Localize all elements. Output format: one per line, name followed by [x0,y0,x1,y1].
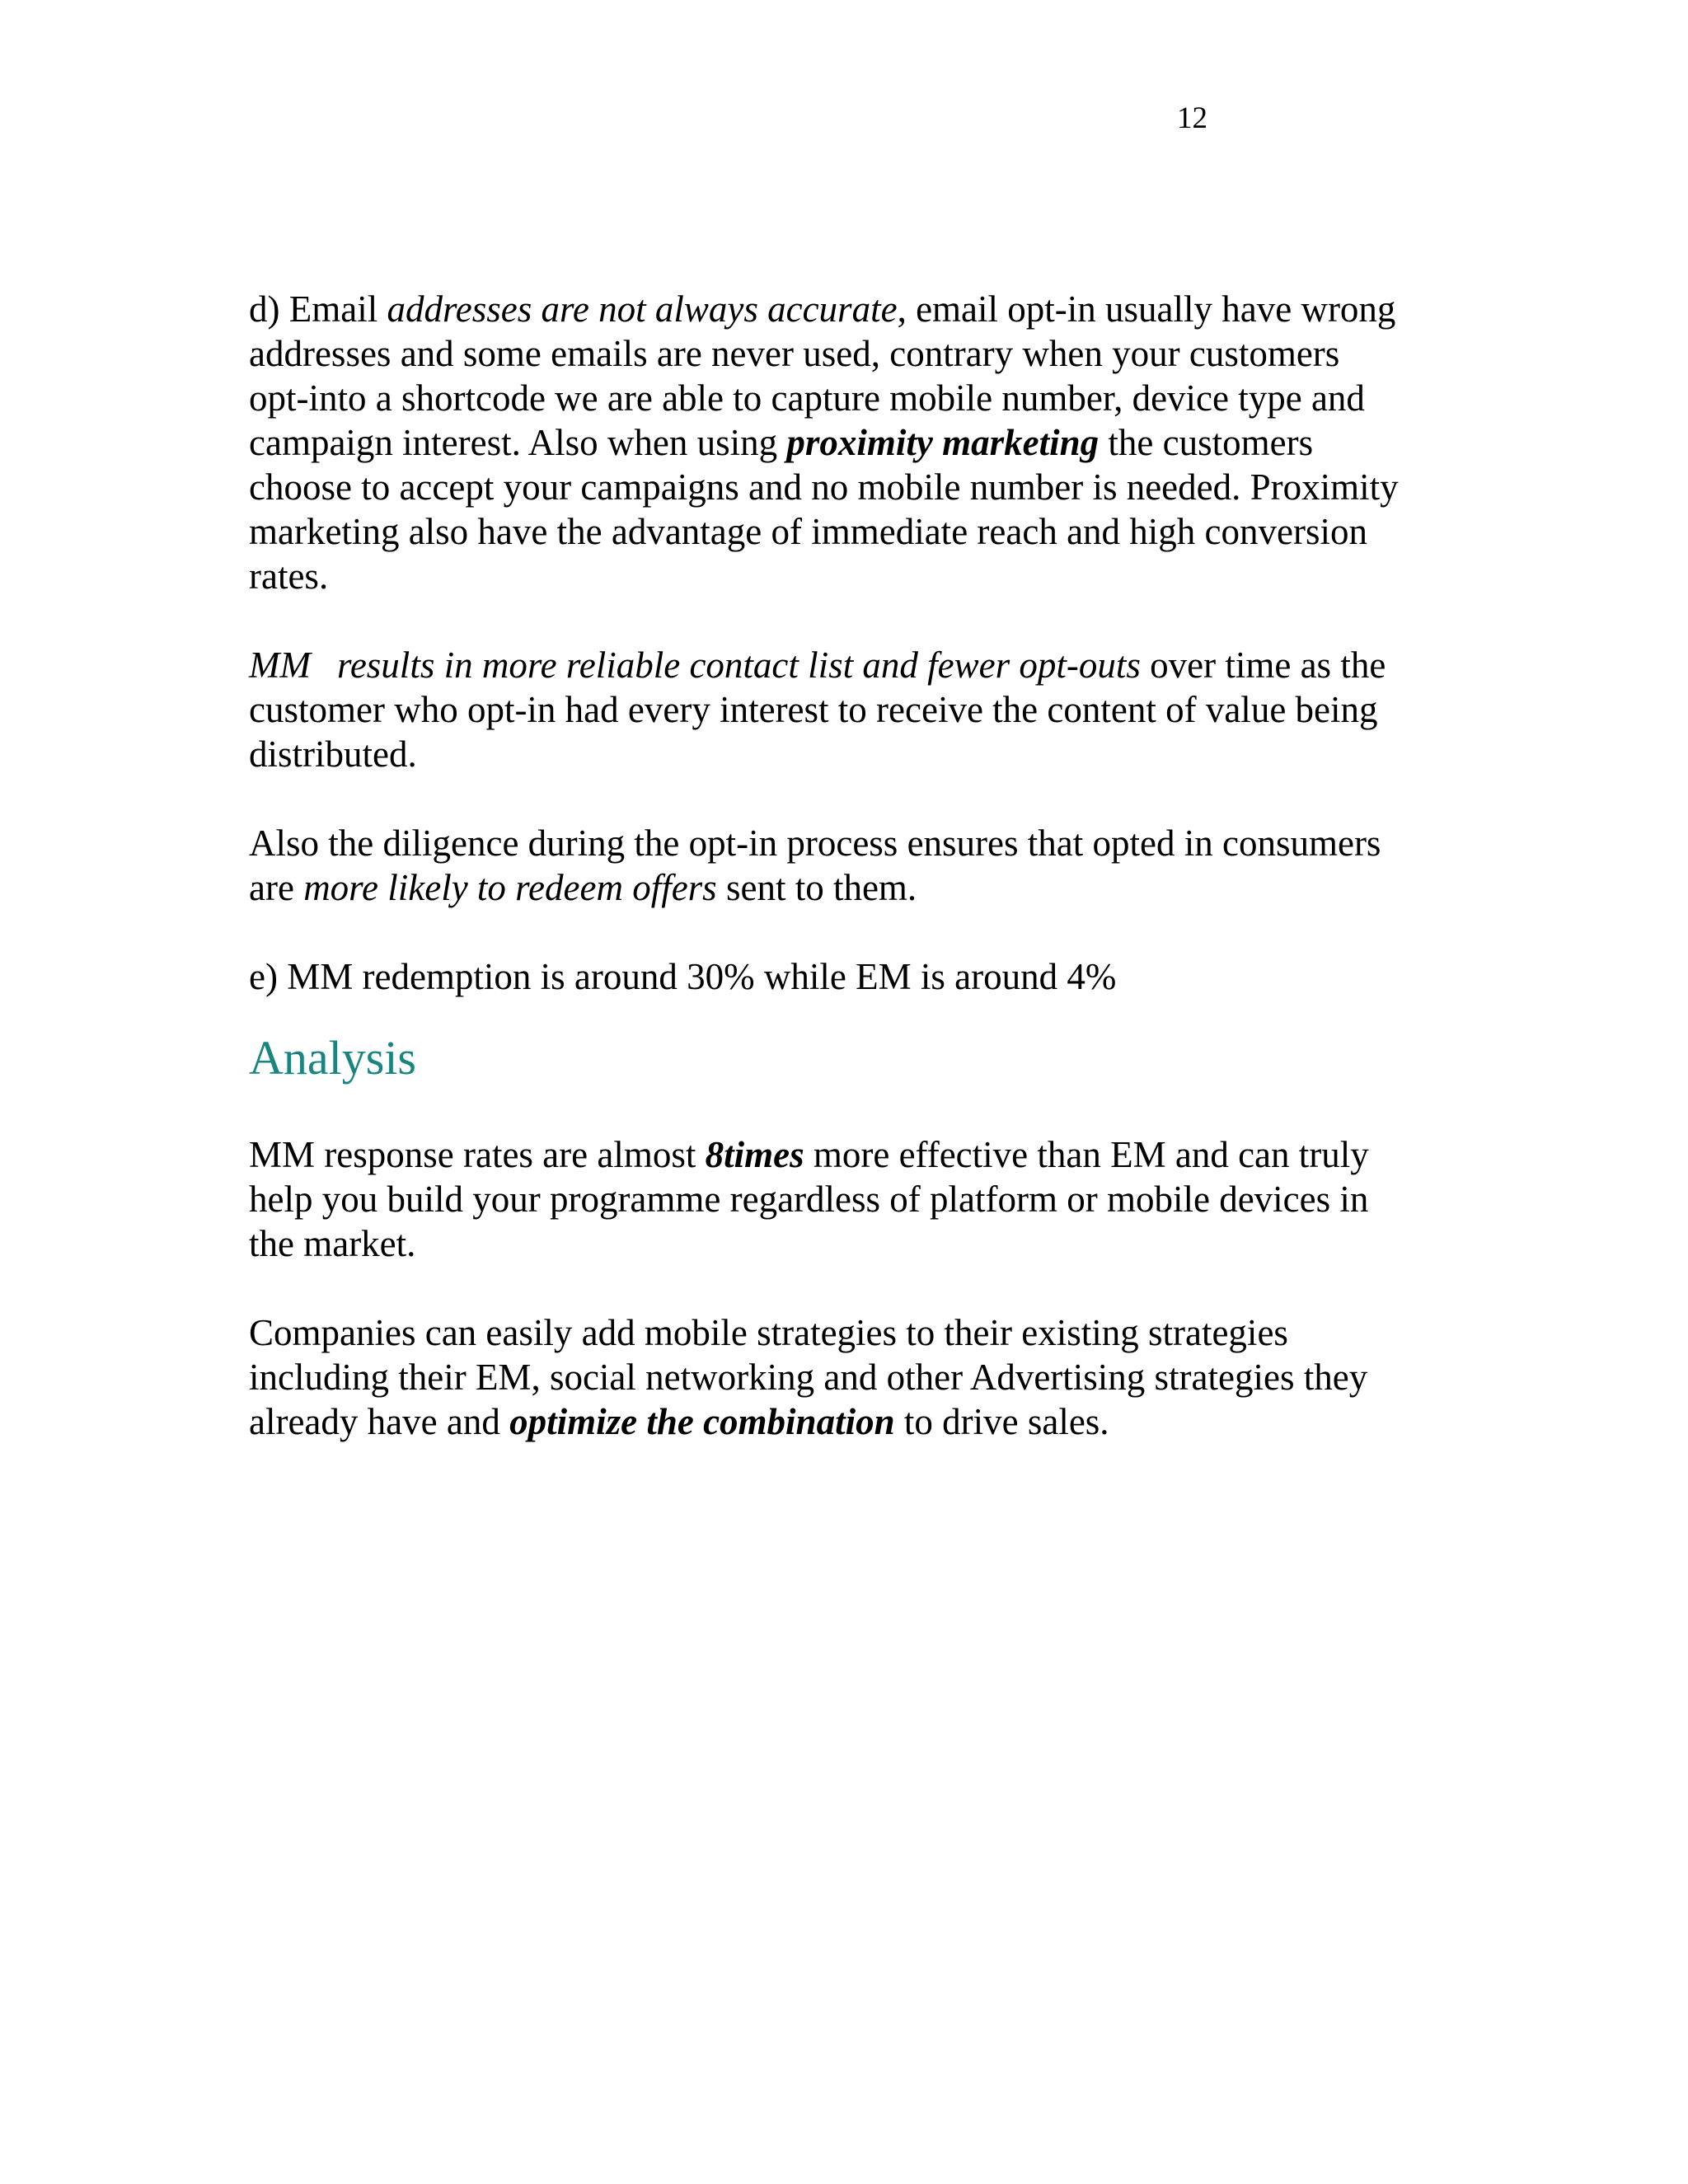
text-line: opt-into a shortcode we are able to capture mobile number, device type and [249,377,1365,419]
strong-emphasis-text: proximity marketing [786,422,1100,463]
paragraph-response-rates [249,1132,1502,1266]
text-run: d) Email [249,288,387,330]
page-number: 12 [1177,101,1207,135]
text-run: MM response rates are almost [249,1134,706,1175]
emphasis-text: addresses are not always accurate [387,288,898,330]
text-run: sent to them. [716,867,917,908]
text-run: more effective than EM and can truly [804,1134,1369,1175]
text-line: distributed. [249,733,417,775]
text-run: the customers [1099,422,1314,463]
text-line: including their EM, social networking and other Advertising strategies they [249,1357,1368,1398]
paragraph-diligence [249,821,1502,910]
text-line: the market. [249,1223,416,1264]
text-line [249,1399,1502,1444]
paragraph-combined-strategies [249,1310,1502,1444]
text-run: over time as the [1140,644,1386,686]
strong-emphasis-text: 8times [705,1134,804,1175]
text-run: to drive sales. [894,1401,1109,1442]
text-line [249,420,1502,465]
text-line: rates. [249,555,329,597]
text-run: are [249,867,304,908]
text-line: addresses and some emails are never used, contrary when your customers [249,333,1340,374]
text-line: e) MM redemption is around 30% while EM is around 4% [249,956,1117,997]
section-heading-analysis: Analysis [249,1031,416,1085]
emphasis-text: more likely to redeem offers [303,867,717,908]
paragraph-redemption [249,954,1502,999]
text-line [249,287,1502,331]
text-run: already have and [249,1401,510,1442]
text-line [249,865,1502,910]
text-line [249,1132,1502,1177]
emphasis-text: results in more reliable contact list and fewer opt-outs [336,644,1141,686]
text-line: choose to accept your campaigns and no mobile number is needed. Proximity [249,466,1399,508]
text-run: campaign interest. Also when using [249,422,787,463]
strong-emphasis-text: optimize the combination [509,1401,895,1442]
text-line: marketing also have the advantage of immediate reach and high conversion [249,511,1367,552]
text-line: Companies can easily add mobile strategies to their existing strategies [249,1312,1288,1353]
paragraph-reliable-contacts [249,643,1502,776]
text-line [249,643,1502,687]
document-body [249,287,1502,1488]
text-line: customer who opt-in had every interest to receive the content of value being [249,689,1378,730]
text-line: Also the diligence during the opt-in process ensures that opted in consumers [249,823,1381,864]
text-line: help you build your programme regardless of platform or mobile devices in [249,1179,1369,1220]
paragraph-email-accuracy [249,287,1502,598]
emphasis-text: MM [249,644,311,686]
text-run: , email opt-in usually have wrong [897,288,1396,330]
